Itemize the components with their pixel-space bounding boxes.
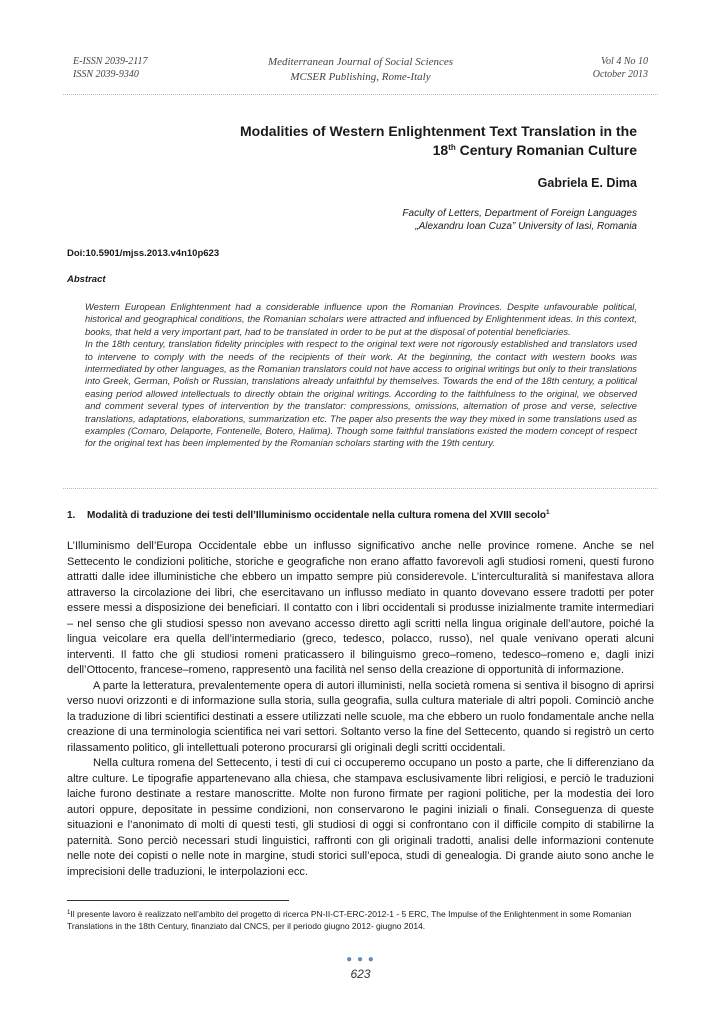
abstract-divider bbox=[63, 488, 658, 489]
title-line-2-rest: Century Romanian Culture bbox=[455, 142, 637, 158]
body-paragraph: Nella cultura romena del Settecento, i testi di cui ci occuperemo occupano un posto a parte, che li differenziano da altre culture. Le tipografie appartenevano alla chiesa, che stampava esclusivamente libri religiosi, e perciò le traduzioni laiche furono destinate a restare manoscritte. Molte non furono firmate per ragioni politiche, per la modestia dei loro autori oppure, depositate in pessime condizioni, non conservarono le pagini iniziali o finali. Conseguenza di queste situazioni e l’anonimato di molti di questi testi, gli studiosi di oggi si confrontano con il difficile compito di stabilirne la paternità. Sono perciò necessari studi linguistici, raffronti con gli originali tradotti, analisi delle informazioni contenute nelle note dei copisti o nelle note in margine, studi storici sull’epoca, studi di genealogia. Di grande aiuto sono anche le imprecisioni delle traduzioni, le interpolazioni ecc. bbox=[67, 757, 654, 878]
footnote-divider bbox=[67, 900, 289, 901]
issue-date: October 2013 bbox=[592, 69, 648, 80]
volume-issue: Vol 4 No 10 bbox=[601, 56, 648, 67]
affiliation-line-2: „Alexandru Ioan Cuza” University of Iasi, Romania bbox=[415, 221, 637, 232]
page-ornament: ● ● ● bbox=[346, 954, 375, 965]
publisher-name: MCSER Publishing, Rome-Italy bbox=[290, 71, 431, 83]
section-heading bbox=[67, 510, 550, 521]
footnote-reference[interactable]: 1 bbox=[546, 509, 550, 516]
footnote-text: Il presente lavoro è realizzato nell’ambito del progetto di ricerca PN-II-CT-ERC-2012-1 - 5 ERC, The Impulse of the Enlightenment in some Romanian Translations in the 18th Century, finanziato dal CNCS, per il periodo giugno 2012- giugno 2014. bbox=[67, 909, 632, 931]
author-affiliation bbox=[402, 207, 637, 233]
header-divider bbox=[63, 94, 658, 95]
page-number: 623 bbox=[350, 967, 371, 981]
body-paragraph: L’Illuminismo dell’Europa Occidentale ebbe un influsso significativo anche nelle province romene. Anche se nel Settecento le condizioni politiche, storiche e geografiche non erano affatto favorevoli agli studiosi romeni, questi furono attratti dalle idee illuministiche che ebbero un impatto sempre più considerevole. L’interculturalità si manifestava allora attraverso la circolazione dei libri, che esercitavano un influsso mediato in quanto dovevano essere tradotti per poter essere messi a disposizione dei beneficiari. Il contatto con i libri occidentali si produsse inizialmente tramite intermediari – nel senso che gli studiosi spesso non avevano accesso diretto agli scritti nella lingua originale dell’autore, poiché la lingua veicolare era quella dell’intermediario (greco, tedesco, polacco, russo), nel quale venivano operati alcuni interventi. Il fatto che gli studiosi romeni praticassero il bilinguismo greco–romeno, tedesco–romeno e, dagli inizi dell’Ottocento, francese–romeno, rappresentò una facilità nel senso della creazione di opportunità di informazione. bbox=[67, 540, 654, 676]
abstract-heading: Abstract bbox=[67, 274, 106, 285]
main-text bbox=[67, 539, 654, 880]
issn-text: ISSN 2039-9340 bbox=[73, 69, 139, 80]
abstract-body bbox=[85, 301, 637, 450]
doi-text: Doi:10.5901/mjss.2013.v4n10p623 bbox=[67, 248, 220, 259]
title-line-2 bbox=[177, 141, 637, 160]
section-number: 1. bbox=[67, 510, 76, 521]
volume-block bbox=[593, 55, 648, 81]
title-ordinal-suffix: th bbox=[448, 143, 456, 152]
footnote-mark: 1 bbox=[67, 910, 71, 916]
abstract-paragraph: Western European Enlightenment had a considerable influence upon the Romanian Provinces. Despite unfavourable political, historical and geographical conditions, the Romanian scholars were attracted and influenced by Enlightenment ideas. In this context, books, that held a very important part, had to be translated in order to be put at the disposal of potential beneficiaries. bbox=[85, 301, 637, 337]
abstract-paragraph: In the 18th century, translation fidelity principles with respect to the original text were not rigorously established and translators used to intervene to comply with the needs of the recipients of their work. At the beginning, the contact with western books was intermediated by other languages, as the Romanian translators could not have access to original writings but only to their translations into Greek, German, Polish or Russian, translations already unfaithful by themselves. Towards the end of the 18th century, a political easing period allowed intellectuals to directly obtain the original writings. According to the faithfulness to the original, we observed and comment several types of intervention by the translator: compressions, omissions, alternation of prose and verse, selective translations, adaptations, elaborations, summarization etc. The paper also presents the way they mixed in some translations used as examples (Cornaro, Delaporte, Fontenelle, Botero, Halima). Though some faithful translations existed the modern concept of respect for the original text has been implemented by the Romanian scholars starting with the 19th century. bbox=[85, 338, 637, 449]
body-paragraph: A parte la letteratura, prevalentemente opera di autori illuministi, nella società romena si sentiva il bisogno di aprirsi verso nuovi orizzonti e di informazione sulla storia, sulla geografia, sulla cultura materiale di altri popoli. Cominciò anche la traduzione di libri scientifici destinati a essere utilizzati nelle scuole, ma che ebbero un ruolo fondamentale anche nella creazione di una terminologia scientifica nei vari settori. Soltanto verso la fine del Settecento, quando si registrò un certo rilassamento politico, gli intellettuali poterono procurarsi gli originali degli scritti occidentali. bbox=[67, 679, 654, 754]
footnote bbox=[67, 908, 657, 932]
journal-name: Mediterranean Journal of Social Sciences bbox=[267, 56, 454, 68]
title-line-1: Modalities of Western Enlightenment Text Translation in the bbox=[240, 123, 637, 139]
affiliation-line-1: Faculty of Letters, Department of Foreign Languages bbox=[402, 208, 637, 219]
section-title: Modalità di traduzione dei testi dell’Illuminismo occidentale nella cultura romena del XVIII secolo bbox=[87, 510, 546, 521]
eissn-text: E-ISSN 2039-2117 bbox=[73, 56, 148, 67]
author-name: Gabriela E. Dima bbox=[537, 176, 637, 190]
title-century-number: 18 bbox=[432, 142, 449, 158]
paper-title bbox=[177, 122, 637, 160]
